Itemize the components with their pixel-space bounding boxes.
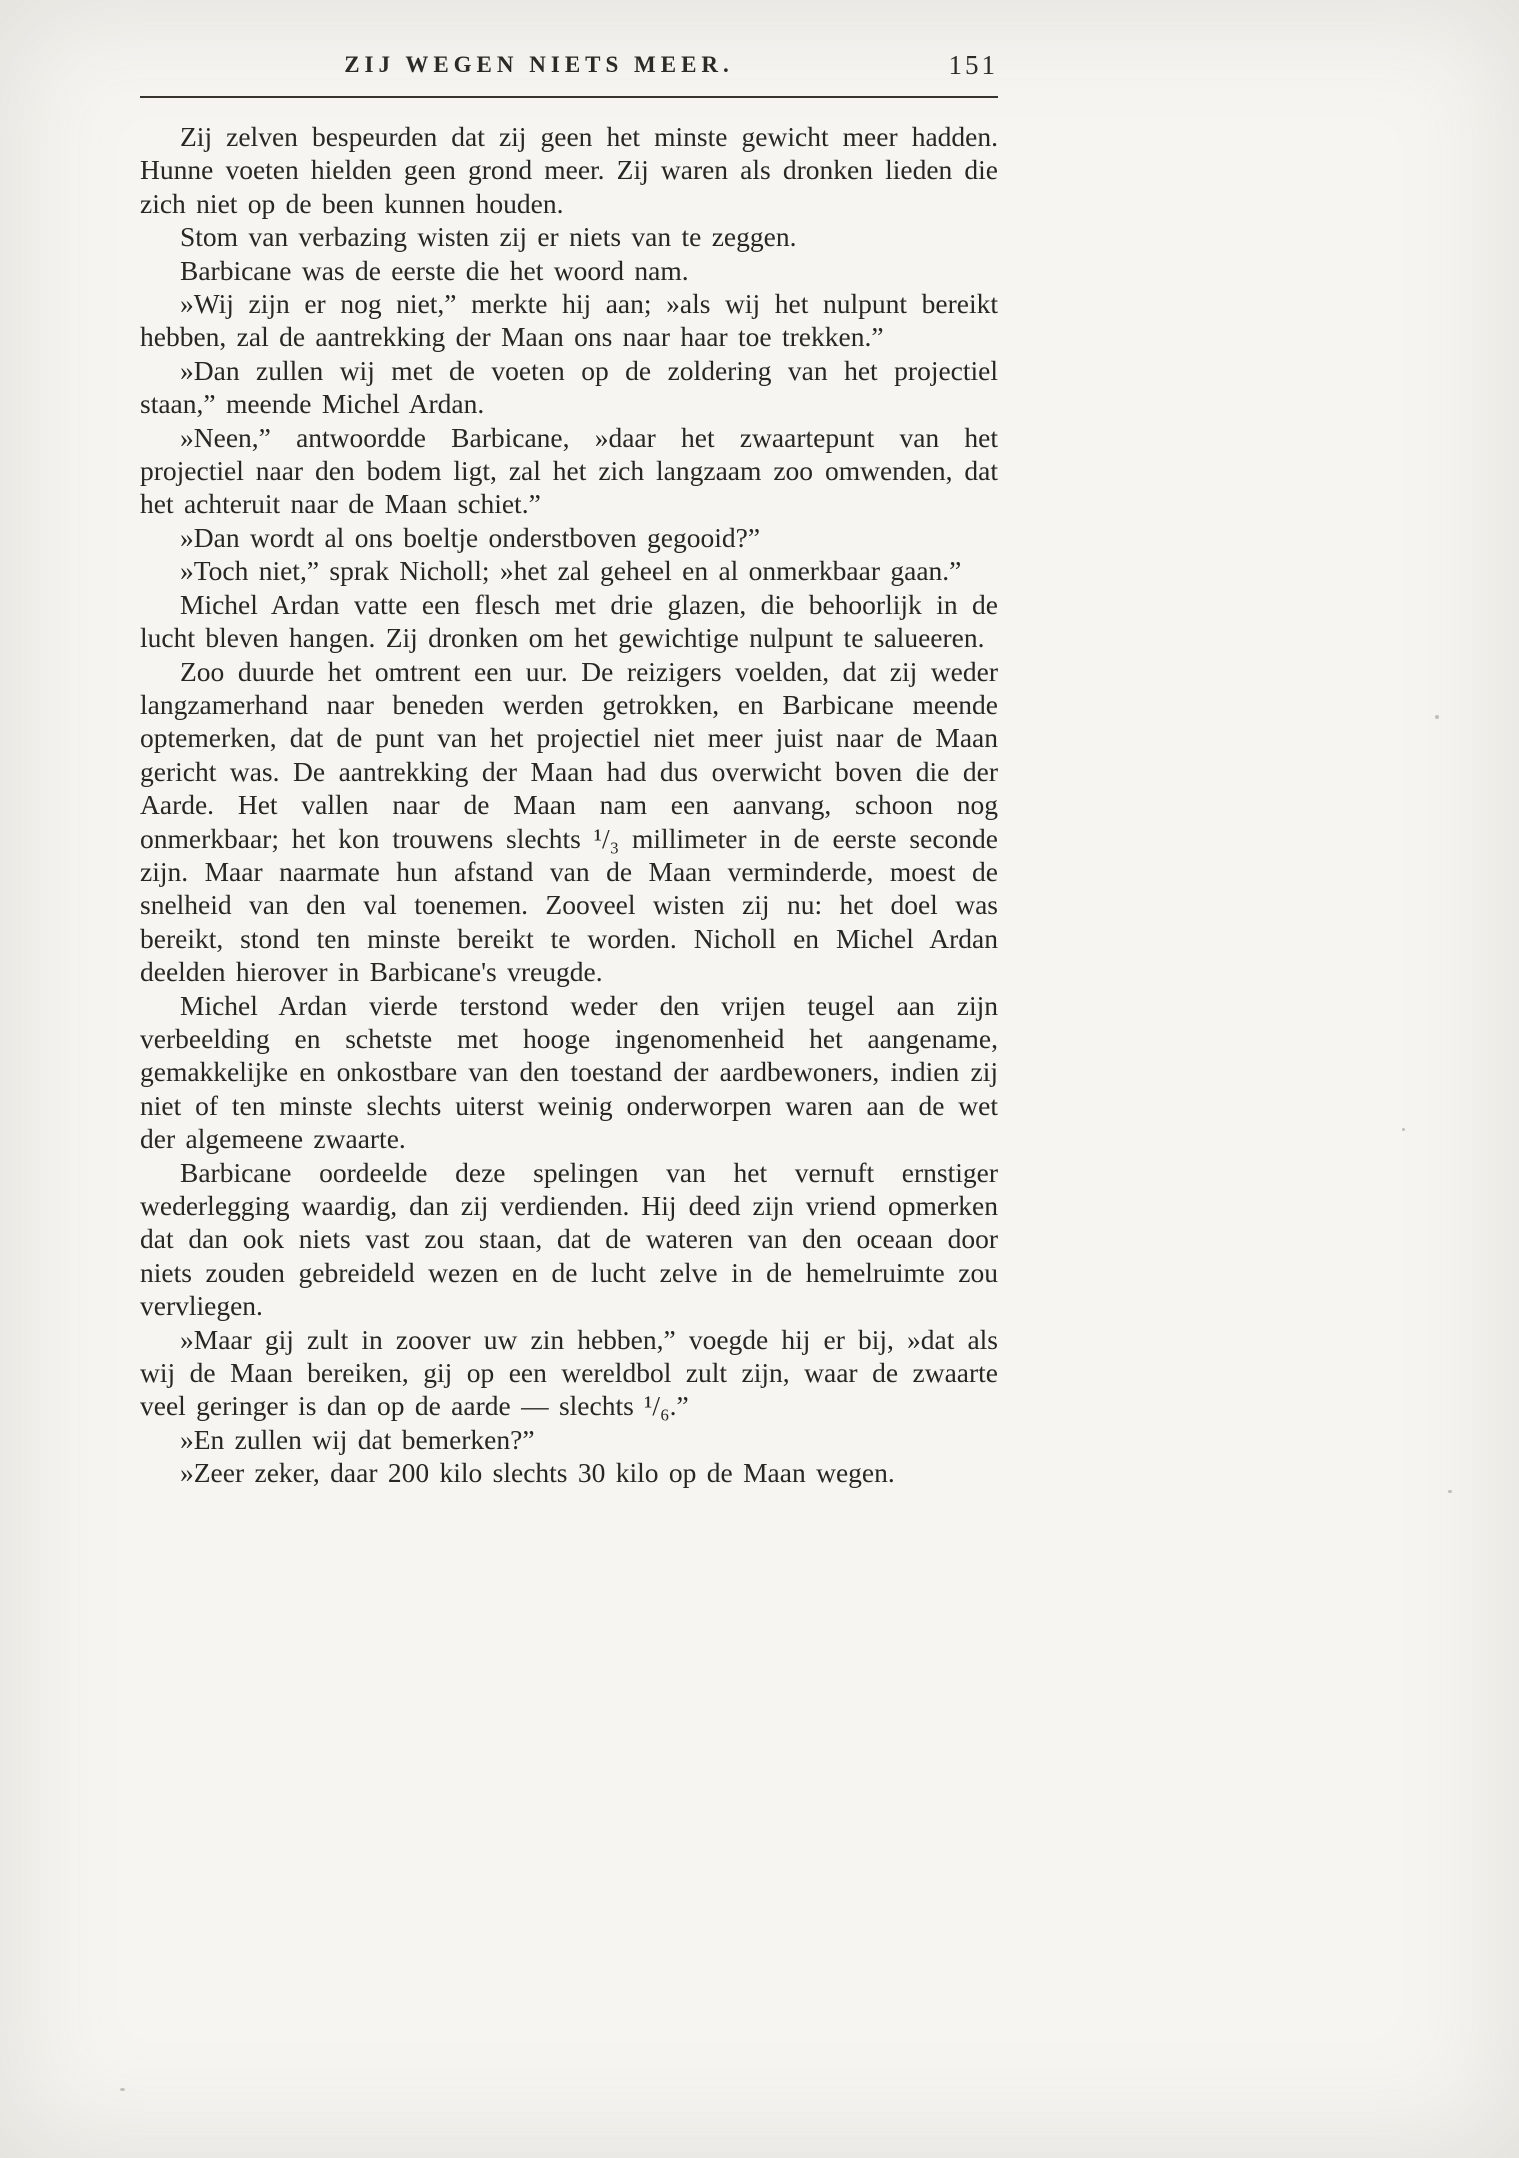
paragraph: »Neen,” antwoordde Barbicane, »daar het zwaartepunt van het projectiel naar den bodem ligt, zal het zich langzaam zoo omwenden, dat het achteruit naar de Maan schiet.” (140, 421, 998, 520)
paragraph: »Maar gij zult in zoover uw zin hebben,” voegde hij er bij, »dat als wij de Maan bereiken, gij op een wereldbol zult zijn, waar de zwaarte veel geringer is dan op de aarde — slechts ¹/₆.” (140, 1323, 998, 1422)
header-rule (140, 96, 998, 98)
paragraph: Stom van verbazing wisten zij er niets van te zeggen. (180, 221, 797, 253)
body-text (140, 120, 998, 1490)
scan-speck (120, 2088, 125, 2091)
paragraph: Zoo duurde het omtrent een uur. De reizigers voelden, dat zij weder langzamerhand naar beneden werden getrokken, en Barbicane meende optemerken, dat de punt van het projectiel niet meer juist naar de Maan gericht was. De aantrekking der Maan had dus overwicht boven die der Aarde. Het vallen naar de Maan nam een aanvang, schoon nog onmerkbaar; het kon trouwens slechts ¹/₃ millimeter in de eerste seconde zijn. Maar naarmate hun afstand van de Maan verminderde, moest de snelheid van den val toenemen. Zooveel wisten zij nu: het doel was bereikt, stond ten minste bereikt te worden. Nicholl en Michel Ardan deelden hierover in Barbicane's vreugde. (140, 655, 998, 988)
page-number: 151 (948, 50, 998, 80)
running-title: ZIJ WEGEN NIETS MEER. (344, 52, 734, 77)
paragraph: »Dan wordt al ons boeltje onderstboven gegooid?” (180, 521, 761, 553)
paragraph: »Wij zijn er nog niet,” merkte hij aan; »als wij het nulpunt bereikt hebben, zal de aantrekking der Maan ons naar haar toe trekken.” (140, 288, 998, 353)
paragraph: »Toch niet,” sprak Nicholl; »het zal geheel en al onmerkbaar gaan.” (180, 555, 962, 587)
paragraph: »Zeer zeker, daar 200 kilo slechts 30 kilo op de Maan wegen. (180, 1457, 895, 1489)
paragraph: Michel Ardan vierde terstond weder den vrijen teugel aan zijn verbeelding en schetste met hooge ingenomenheid het aangename, gemakkelijke en onkostbare van den toestand der aardbewoners, indien zij niet of ten minste slechts uiterst weinig onderworpen waren aan de wet der algemeene zwaarte. (140, 989, 998, 1155)
paragraph: Michel Ardan vatte een flesch met drie glazen, die behoorlijk in de lucht bleven hangen. Zij dronken om het gewichtige nulpunt te salueeren. (140, 588, 998, 654)
page-header (140, 52, 998, 90)
scan-speck (1435, 715, 1439, 719)
scan-speck (1448, 1490, 1452, 1493)
page-content (140, 52, 998, 1490)
paragraph: »En zullen wij dat bemerken?” (180, 1423, 535, 1455)
paragraph: Zij zelven bespeurden dat zij geen het minste gewicht meer hadden. Hunne voeten hielden geen grond meer. Zij waren als dronken lieden die zich niet op de been kunnen houden. (140, 121, 998, 219)
scan-speck (1402, 1128, 1405, 1131)
paragraph: Barbicane oordeelde deze spelingen van het vernuft ernstiger wederlegging waardig, dan zij verdienden. Hij deed zijn vriend opmerken dat dan ook niets vast zou staan, dat de wateren van den oceaan door niets zouden gebreideld wezen en de lucht zelve in de hemelruimte zou vervliegen. (140, 1156, 998, 1322)
paragraph: Barbicane was de eerste die het woord nam. (180, 254, 689, 286)
paragraph: »Dan zullen wij met de voeten op de zoldering van het projectiel staan,” meende Michel Ardan. (140, 354, 998, 420)
